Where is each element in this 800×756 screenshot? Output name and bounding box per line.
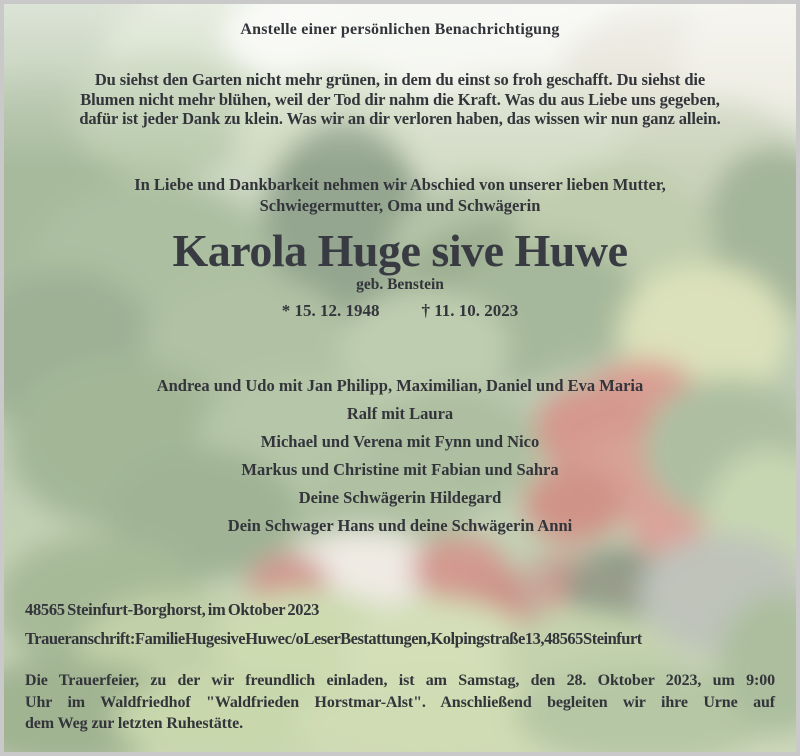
mourner-line: Dein Schwager Hans und deine Schwägerin Anni bbox=[227, 516, 573, 535]
maiden-name: geb. Benstein bbox=[356, 276, 444, 293]
intro-line: In Liebe und Dankbarkeit nehmen wir Abschied von unserer lieben Mutter, bbox=[134, 175, 666, 194]
postal-address-line: Traueranschrift: Familie Huge sive Huwe c/o Leser Bestattungen, Kolpingstraße 13, 48565 Steinfurt bbox=[25, 629, 642, 648]
funeral-line: dem Weg zur letzten Ruhestätte. bbox=[25, 715, 244, 732]
mourner-line: Ralf mit Laura bbox=[346, 404, 454, 423]
funeral-line: Die Trauerfeier, zu der wir freundlich einladen, ist am Samstag, den 28. Oktober 2023, um 9:00 bbox=[25, 672, 775, 689]
birth-date: * 15. 12. 1948 bbox=[281, 301, 380, 320]
deceased-name: Karola Huge sive Huwe bbox=[172, 225, 628, 276]
funeral-line: Uhr im Waldfriedhof "Waldfrieden Horstmar-Alst". Anschließend begleiten wir ihre Urne auf bbox=[25, 693, 775, 711]
preamble-text: Anstelle einer persönlichen Benachrichtigung bbox=[240, 21, 560, 38]
intro-line: Schwiegermutter, Oma und Schwägerin bbox=[259, 196, 541, 215]
mourner-line: Andrea und Udo mit Jan Philipp, Maximilian, Daniel und Eva Maria bbox=[156, 376, 644, 395]
death-date: † 11. 10. 2023 bbox=[421, 301, 519, 320]
life-dates bbox=[4, 301, 796, 321]
poem-line: Blumen nicht mehr blühen, weil der Tod dir nahm die Kraft. Was du aus Liebe uns gegeben, bbox=[80, 89, 720, 109]
mourner-line: Markus und Christine mit Fabian und Sahra bbox=[241, 460, 559, 479]
poem-line: Du siehst den Garten nicht mehr grünen, in dem du einst so froh geschafft. Du siehst die bbox=[94, 70, 706, 89]
intro-text bbox=[4, 174, 796, 216]
poem-line: dafür ist jeder Dank zu klein. Was wir an dir verloren haben, das wissen wir nun ganz allein. bbox=[79, 109, 721, 128]
funeral-details bbox=[25, 670, 775, 735]
mourner-line: Michael und Verena mit Fynn und Nico bbox=[260, 432, 540, 451]
mourners-list bbox=[4, 372, 796, 540]
place-date-line: 48565 Steinfurt-Borghorst, im Oktober 2023 bbox=[25, 600, 320, 619]
memorial-poem bbox=[4, 70, 796, 129]
mourner-line: Deine Schwägerin Hildegard bbox=[298, 488, 502, 507]
